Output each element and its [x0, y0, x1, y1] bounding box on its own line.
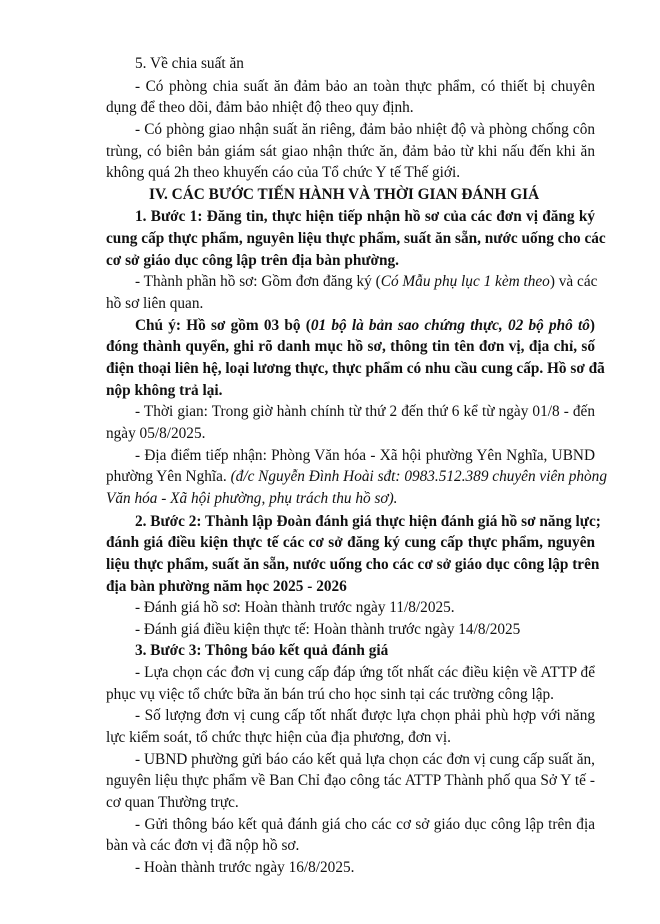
paragraph-line: ngày 05/8/2025. [106, 425, 206, 442]
paragraph-line: hồ sơ liên quan. [106, 295, 204, 312]
place-line [106, 467, 607, 486]
place-contact: Văn hóa - Xã hội phường, phụ trách thu hồ sơ). [106, 489, 398, 507]
dossier-appendix: Có Mẫu phụ lục 1 kèm theo [380, 273, 550, 291]
place-contact: (đ/c Nguyễn Đình Hoài sđt: 0983.512.389 chuyên viên phòng [230, 468, 607, 486]
paragraph-line: cơ quan Thường trực. [106, 794, 239, 811]
paragraph-line: lực kiểm soát, tổ chức thực hiện của địa phương, đơn vị. [106, 729, 452, 747]
paragraph-line: - Thời gian: Trong giờ hành chính từ thứ 2 đến thứ 6 kể từ ngày 01/8 - đến [135, 403, 595, 421]
note-text: Chú ý: Hồ sơ gồm 03 bộ ( [135, 316, 311, 334]
dossier-text: ) và các [549, 273, 598, 291]
paragraph-line: - Lựa chọn các đơn vị cung cấp đáp ứng tốt nhất các điều kiện về ATTP để [135, 664, 595, 682]
step2-heading: 2. Bước 2: Thành lập Đoàn đánh giá thực hiện đánh giá hồ sơ năng lực; [135, 512, 601, 530]
note-line: nộp không trả lại. [106, 381, 223, 399]
note-line: đóng thành quyển, ghi rõ danh mục hồ sơ, thông tin tên đơn vị, địa chỉ, số [106, 338, 595, 356]
step2-heading: địa bàn phường năm học 2025 - 2026 [106, 577, 347, 595]
step3-heading: 3. Bước 3: Thông báo kết quả đánh giá [135, 642, 389, 660]
paragraph-line: bàn và các đơn vị đã nộp hồ sơ. [106, 837, 300, 855]
paragraph-line: - Địa điểm tiếp nhận: Phòng Văn hóa - Xã hội phường Yên Nghĩa, UBND [135, 446, 595, 464]
note-line [135, 316, 595, 335]
dossier-text: - Thành phần hồ sơ: Gồm đơn đăng ký ( [135, 273, 381, 291]
place-text: phường Yên Nghĩa. [106, 468, 231, 486]
paragraph-line: không quá 2h theo khuyến cáo của Tổ chức Y tế Thế giới. [106, 164, 461, 182]
paragraph-line: - Có phòng giao nhận suất ăn riêng, đảm bảo nhiệt độ và phòng chống côn [135, 120, 595, 138]
step1-heading: cung cấp thực phẩm, nguyên liệu thực phẩm, suất ăn sẵn, nước uống cho các [106, 230, 606, 248]
paragraph-line: trùng, có biên bản giám sát giao nhận thức ăn, đảm bảo từ khi nấu đến khi ăn [106, 142, 595, 160]
step2-heading: liệu thực phẩm, suất ăn sẵn, nước uống cho các cơ sở giáo dục công lập trên [106, 555, 600, 573]
paragraph-line: - Gửi thông báo kết quả đánh giá cho các cơ sở giáo dục công lập trên địa [135, 815, 595, 833]
paragraph-line: - Số lượng đơn vị cung cấp tốt nhất được lựa chọn phải phù hợp với năng [135, 707, 595, 725]
paragraph-line: phục vụ việc tổ chức bữa ăn bán trú cho học sinh tại các trường công lập. [106, 685, 554, 703]
step1-heading: 1. Bước 1: Đăng tin, thực hiện tiếp nhận hồ sơ của các đơn vị đăng ký [135, 208, 595, 226]
step2-heading: đánh giá điều kiện thực tế các cơ sở đăng ký cung cấp thực phẩm, nguyên [106, 534, 595, 552]
paragraph-line: dụng để theo dõi, đảm bảo nhiệt độ theo quy định. [106, 99, 414, 117]
heading-5: 5. Về chia suất ăn [135, 55, 244, 72]
paragraph-line: - Hoàn thành trước ngày 16/8/2025. [135, 859, 355, 876]
paragraph-line: - UBND phường gửi báo cáo kết quả lựa chọn các đơn vị cung cấp suất ăn, [135, 750, 595, 768]
dossier-line [135, 272, 624, 291]
note-copies: 01 bộ là bản sao chứng thực, 02 bộ phô tô [310, 316, 590, 334]
paragraph-line: - Đánh giá hồ sơ: Hoàn thành trước ngày 11/8/2025. [135, 599, 455, 617]
step1-heading: cơ sở giáo dục công lập trên địa bàn phường. [106, 251, 399, 269]
paragraph-line: nguyên liệu thực phẩm về Ban Chỉ đạo công tác ATTP Thành phố qua Sở Y tế - [106, 772, 595, 790]
paragraph-line: - Có phòng chia suất ăn đảm bảo an toàn thực phẩm, có thiết bị chuyên [135, 77, 595, 95]
section-heading-iv: IV. CÁC BƯỚC TIẾN HÀNH VÀ THỜI GIAN ĐÁNH GIÁ [149, 185, 540, 203]
note-text: ) [589, 316, 595, 334]
paragraph-line: - Đánh giá điều kiện thực tế: Hoàn thành trước ngày 14/8/2025 [135, 620, 521, 638]
note-line: điện thoại liên hệ, loại lương thực, thực phẩm có nhu cầu cung cấp. Hồ sơ đã [106, 360, 605, 377]
